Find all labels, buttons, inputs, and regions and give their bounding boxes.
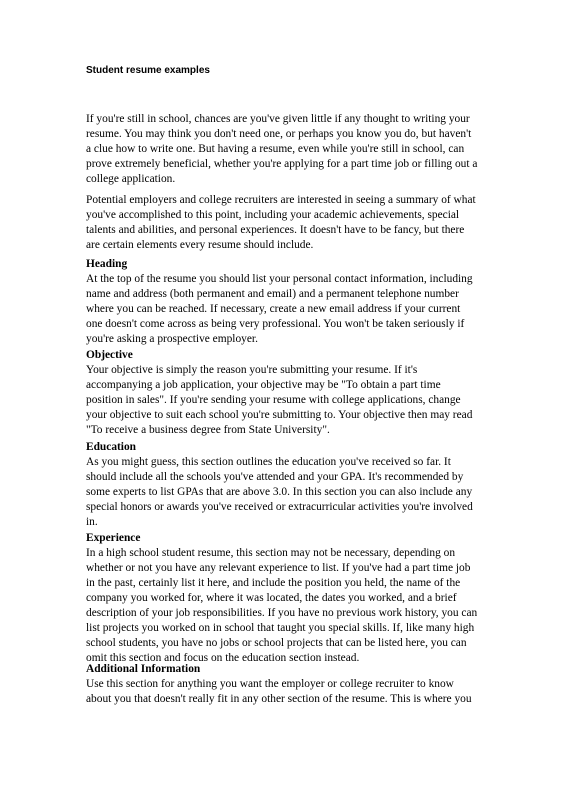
paragraph-line: "To receive a business degree from State University". (86, 424, 330, 436)
paragraph-line: in. (86, 516, 98, 528)
section-title: Heading (86, 258, 128, 270)
section-heading (86, 257, 516, 347)
paragraph-line: one doesn't come across as being very professional. You won't be taken seriously if (86, 318, 465, 330)
paragraph-line: college application. (86, 173, 176, 185)
intro-paragraph-2 (86, 193, 516, 253)
paragraph-line: your objective to suit each school you're submitting to. Your objective then may read (86, 409, 473, 421)
section-title: Education (86, 441, 137, 453)
paragraph-line: you're asking a prospective employer. (86, 333, 258, 345)
paragraph-line: you've accomplished to this point, including your academic achievements, special (86, 209, 460, 221)
section-additional-information (86, 662, 516, 707)
paragraph-line: talents and abilities, and personal experiences. It doesn't have to be fancy, but there (86, 224, 465, 236)
section-title: Objective (86, 349, 133, 361)
paragraph-line: As you might guess, this section outlines the education you've received so far. It (86, 456, 451, 468)
paragraph-line: should include all the schools you've attended and your GPA. It's recommended by (86, 471, 464, 483)
intro-paragraph-1 (86, 112, 516, 187)
paragraph-line: Use this section for anything you want the employer or college recruiter to know (86, 678, 454, 690)
document-title: Student resume examples (86, 65, 210, 76)
paragraph-line: special honors or awards you've received or extracurricular activities you're involved (86, 501, 473, 513)
section-title: Additional Information (86, 663, 201, 675)
section-title: Experience (86, 532, 141, 544)
paragraph-line: resume. You may think you don't need one, or perhaps you know you do, but haven't (86, 128, 472, 140)
paragraph-line: Potential employers and college recruiters are interested in seeing a summary of what (86, 194, 476, 206)
paragraph-line: a clue how to write one. But having a resume, even while you're still in school, can (86, 143, 465, 155)
paragraph-line: are certain elements every resume should include. (86, 239, 314, 251)
paragraph-line: accompanying a job application, your objective may be "To obtain a part time (86, 379, 441, 391)
paragraph-line: company you worked for, where it was located, the dates you worked, and a brief (86, 592, 457, 604)
paragraph-line: position in sales". If you're sending your resume with college applications, change (86, 394, 461, 406)
paragraph-line: in the past, certainly list it here, and include the position you held, the name of the (86, 577, 461, 589)
paragraph-line: whether or not you have any relevant experience to list. If you've had a part time job (86, 562, 471, 574)
paragraph-line: At the top of the resume you should list your personal contact information, including (86, 273, 473, 285)
paragraph-line: school students, you have no jobs or school projects that can be listed here, you can (86, 637, 467, 649)
paragraph-line: about you that doesn't really fit in any other section of the resume. This is where you (86, 693, 472, 705)
paragraph-line: where you can be reached. If necessary, create a new email address if your current (86, 303, 461, 315)
paragraph-line: description of your job responsibilities. If you have no previous work history, you can (86, 607, 478, 619)
section-objective (86, 348, 516, 438)
paragraph-line: In a high school student resume, this section may not be necessary, depending on (86, 547, 456, 559)
paragraph-line: Your objective is simply the reason you're submitting your resume. If it's (86, 364, 418, 376)
paragraph-line: prove extremely beneficial, whether you're applying for a part time job or filling out a (86, 158, 478, 170)
paragraph-line: name and address (both permanent and email) and a permanent telephone number (86, 288, 459, 300)
paragraph-line: omit this section and focus on the education section instead. (86, 652, 360, 664)
paragraph-line: some experts to list GPAs that are above 3.0. In this section you can also include any (86, 486, 473, 498)
section-experience (86, 531, 516, 666)
section-education (86, 440, 516, 530)
paragraph-line: If you're still in school, chances are you've given little if any thought to writing your (86, 113, 470, 125)
paragraph-line: list projects you worked on in school that taught you special skills. If, like many high (86, 622, 475, 634)
